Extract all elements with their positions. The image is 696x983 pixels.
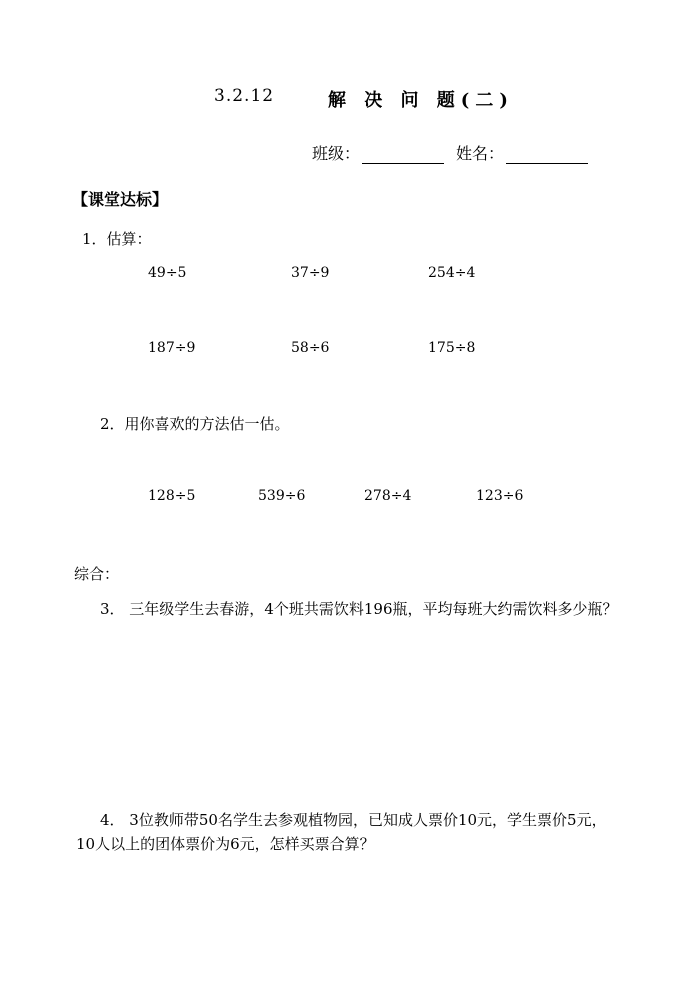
class-label: 班级： bbox=[312, 144, 361, 163]
question-3 bbox=[76, 597, 624, 621]
estimate-expression: 37÷9 bbox=[291, 265, 330, 281]
estimate-expression: 123÷6 bbox=[476, 488, 524, 504]
estimate-expression: 278÷4 bbox=[364, 488, 412, 504]
estimate-expression: 58÷6 bbox=[291, 340, 330, 356]
estimate-expression: 49÷5 bbox=[148, 265, 187, 281]
question-4-text: 4． 3位教师带50名学生去参观植物园，已知成人票价10元，学生票价5元，10人以上的团体票价为6元，怎样买票合算？ bbox=[76, 811, 607, 853]
estimate-expression: 187÷9 bbox=[148, 340, 196, 356]
estimate-expression: 175÷8 bbox=[428, 340, 476, 356]
estimate-expression: 128÷5 bbox=[148, 488, 196, 504]
name-label: 姓名： bbox=[456, 144, 505, 163]
question-2-label: 2．用你喜欢的方法估一估。 bbox=[100, 415, 290, 433]
section-title: 【课堂达标】 bbox=[72, 190, 169, 209]
page-title: 解 决 问 题(二) bbox=[328, 90, 514, 111]
question-4 bbox=[76, 808, 624, 856]
question-1-label: 1．估算： bbox=[82, 230, 152, 248]
lesson-number: 3.2.12 bbox=[214, 86, 275, 106]
name-blank-line[interactable] bbox=[506, 147, 588, 164]
comprehensive-label: 综合： bbox=[74, 565, 120, 583]
class-blank-line[interactable] bbox=[362, 147, 444, 164]
estimate-expression: 539÷6 bbox=[258, 488, 306, 504]
estimate-expression: 254÷4 bbox=[428, 265, 476, 281]
student-info-row bbox=[312, 141, 588, 164]
question-3-text: 3． 三年级学生去春游，4个班共需饮料196瓶，平均每班大约需饮料多少瓶？ bbox=[100, 600, 618, 618]
